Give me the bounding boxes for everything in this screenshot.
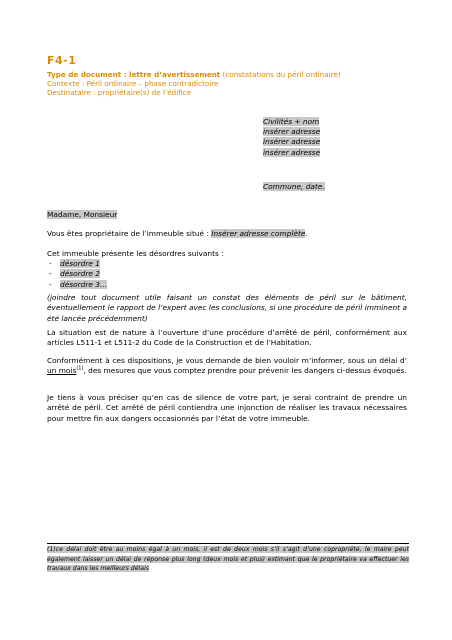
attachment-note: (joindre tout document utile faisant un constat des éléments de péril sur le bâtiment, éventuellement le rapport de l’expert avec les conclusions, si une procédure de péril imminent a été lancée précédemment): [47, 293, 407, 323]
footnote: [47, 545, 409, 574]
owner-suffix: .: [305, 229, 308, 238]
address-line: insérer adresse: [263, 127, 321, 137]
dash: -: [49, 279, 52, 289]
document-type: [47, 70, 341, 79]
request-text: Conformément à ces dispositions, je vous demande de bien vouloir m’informer, sous un délai d’: [47, 356, 407, 365]
document-type-note: (constatations du péril ordinaire): [220, 70, 341, 79]
address-block: [263, 117, 320, 158]
place-date: [263, 182, 325, 191]
footnote-divider: [47, 543, 409, 544]
document-code: F4-1: [47, 54, 77, 67]
warning-paragraph: Je tiens à vous préciser qu’en cas de silence de votre part, je serai contraint de prendre un arrêté de péril. Cet arrêté de péril contiendra une injonction de réaliser les travaux nécessaires pour mettre fin aux dangers occasionnés par l’état de votre immeuble.: [47, 393, 407, 423]
request-paragraph: [47, 356, 407, 377]
delay-text: un mois: [47, 366, 77, 376]
request-text-end: , des mesures que vous comptez prendre pour prévenir les dangers ci-dessus évoqués.: [83, 366, 407, 376]
dash: -: [49, 269, 52, 279]
salutation-text: Madame, Monsieur: [47, 210, 118, 219]
document-type-label: Type de document : lettre d’avertissement: [47, 70, 221, 79]
document-context: Contexte : Péril ordinaire – phase contradictoire: [47, 79, 219, 88]
disorder-item: désordre 1: [60, 259, 100, 268]
dash: -: [49, 259, 52, 268]
situation-paragraph: La situation est de nature à l’ouverture d’une procédure d’arrêté de péril, conformément aux articles L511-1 et L511-2 du Code de la Construction et de l’Habitation.: [47, 328, 407, 348]
list-item: [47, 280, 407, 290]
document-recipient: Destinataire : propriétaire(s) de l’édifice: [47, 88, 192, 97]
list-item: [47, 259, 407, 269]
address-line: insérer adresse: [263, 147, 321, 157]
disorder-item: désordre 3…: [60, 279, 108, 289]
owner-paragraph: [47, 229, 407, 239]
place-date-text: Commune, date.: [263, 182, 325, 191]
recipient-name: Civilités + nom: [263, 117, 320, 126]
owner-address: Insérer adresse complète: [211, 229, 306, 238]
disorders-list: [47, 259, 407, 290]
footnote-text: (1)ce délai doit être au moins égal à un mois, il est de deux mois s’il s’agit d’une copropriété, le maire peut également laisser un délai de réponse plus long (deux mois et plus) estimant que le propriétaire va effectuer les travaux dans les meilleurs délais: [47, 546, 409, 572]
salutation: [47, 210, 407, 220]
owner-prefix: Vous êtes propriétaire de l’immeuble situé :: [47, 229, 212, 238]
address-line: insérer adresse: [263, 137, 321, 147]
disorder-item: désordre 2: [60, 269, 100, 279]
disorders-intro: Cet immeuble présente les désordres suivants :: [47, 249, 224, 258]
footnote-ref: (1): [76, 365, 84, 372]
list-item: [47, 269, 407, 279]
